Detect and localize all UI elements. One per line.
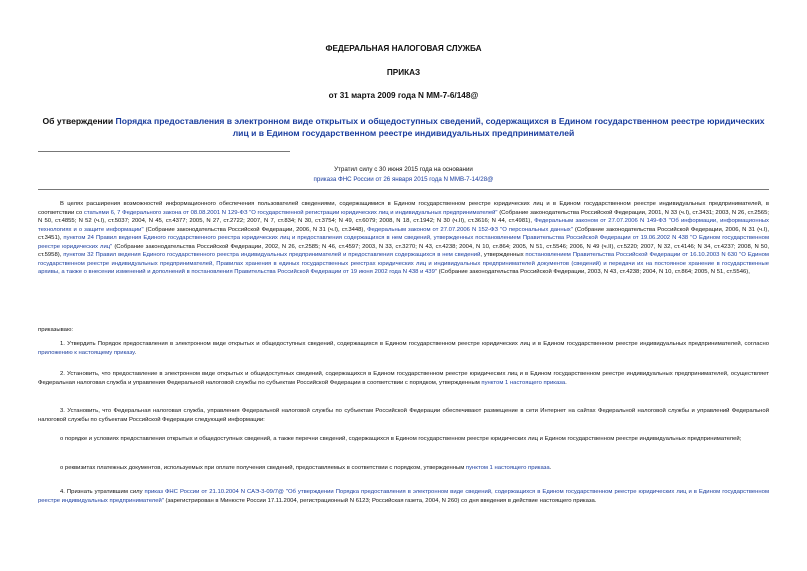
preamble-text: В целях расширения возможностей информационного обеспечения пользователей сведениями, содержащимися в Едином государственном реестре юридических лиц и в Едином государственном реестре индивидуальных предпринимателей, в соответствии со [38, 201, 769, 216]
preamble-text: (Собрание законодательства Российской Федерации, 2006, N 31 (ч.I), ст.3448), [143, 226, 368, 233]
preamble-text: (Собрание законодательства Российской Федерации, 2006, N 31 (ч.I), ст.3451), [38, 226, 769, 241]
bullet-2-end: . [549, 465, 552, 471]
item-2 [38, 370, 769, 387]
preamble-link[interactable]: , утвержденных постановлением Правительства Российской Федерации от 19.06.2002 N 438 "О Едином государственном реестре юридических лиц" [38, 235, 770, 250]
preamble-text: (Собрание законодательства Российской Федерации, 2003, N 43, ст.4238; 2004, N 10, ст.864; 2005, N 51, ст.5546), [436, 269, 750, 275]
preamble-text: (Собрание законодательства Российской Федерации, 2002, N 26, ст.2585; N 46, ст.4597; 2003, N 33, ст.3270; N 43, ст.4238; 2004, N 10, ст.864; 2005, N 51, ст.5546; 2006, N 49 (ч.II), ст.5220; 2007, N 32, ст.4146; N 34, ст.4237; 2008, N 50, ст.5958), [38, 243, 769, 258]
bullet-2-link[interactable]: пунктом 1 настоящего приказа [465, 465, 550, 471]
item-3: 3. Установить, что Федеральная налоговая служба, управления Федеральной налоговой службы по субъектам Российской Федерации обеспечивают размещение в сети Интернет на сайтах Федеральной налоговой службы и управлений Федеральной налоговой службы по субъектам Российской Федерации следующей информации: [38, 408, 769, 423]
preamble-text: (Собрание законодательства Российской Федерации, 2001, N 33 (ч.I), ст.3431; 2003, N 26, ст.2565; N 50, ст.4855; N 52 (ч.I), ст.5037; 2004, N 45, ст.4377; 2005, N 27, ст.2722; 2007, N 7, ст.834; N 30, ст.3754; N 49, ст.6079; 2008, N 18, ст.1942; N 30 (ч.II), ст.3616; N 44, ст.4981), [38, 209, 769, 224]
item-1-end: . [134, 349, 137, 356]
preamble-paragraph [38, 200, 769, 277]
item-4-text: 4. Признать утратившим силу [60, 489, 145, 495]
item-1-text: 1. Утвердить Порядок предоставления в электронном виде открытых и общедоступных сведений, содержащихся в Едином государственном реестре юридических лиц и в Едином государственном реестре индивидуальных предпринимателей, согласно [60, 341, 769, 347]
item-2-text: 2. Установить, что предоставление в электронном виде открытых и общедоступных сведений, содержащихся в Едином государственном реестре юридических лиц и в Едином государственном реестре индивидуальных предпринимателей, осуществляет Федеральная налоговая служба и управления Федеральной налоговой службы по субъектам Российской Федерации в соответствии с порядком, утвержденным [38, 371, 769, 386]
document-title [40, 115, 767, 139]
item-1 [38, 340, 769, 357]
agency-name: ФЕДЕРАЛЬНАЯ НАЛОГОВАЯ СЛУЖБА [325, 44, 482, 53]
order-word: приказываю: [38, 327, 74, 333]
divider [38, 189, 769, 190]
preamble-link[interactable]: Федеральным законом от 27.07.2006 N 149-ФЗ "Об информации, информационных технологиях и о защите информации" [38, 218, 769, 233]
preamble-link[interactable]: пунктом 24 Правил ведения Единого государственного реестра юридических лиц и предоставления содержащихся в нем сведений [63, 235, 430, 241]
repeal-note-link[interactable]: приказа ФНС России от 26 января 2015 года N ММВ-7-14/28@ [313, 176, 494, 183]
item-1-link[interactable]: приложению к настоящему приказу [38, 349, 135, 356]
item-4-end: (зарегистрирован в Минюсте России 17.11.2004, регистрационный N 6123; Российская газета, 2004, N 260) со дня введения в действие настоящего приказа. [163, 497, 597, 504]
preamble-link[interactable]: постановлением Правительства Российской Федерации от 16.10.2003 N 630 "О Едином государственном реестре индивидуальных предпринимателей, Правилах хранения в единых государственных реестрах юридических лиц и индивидуальных предпринимателей документов (сведений) и передачи их на постоянное хранение в государственные архивы, а также о внесении изменений и дополнений в постановления Правительства Российской Федерации от 19 июня 2002 года N 438 и 439" [38, 252, 769, 275]
preamble-text: , утвержденных [480, 252, 526, 258]
divider [38, 151, 290, 152]
item-2-link[interactable]: пунктом 1 настоящего приказа [481, 379, 566, 386]
bullet-2-text: о реквизитах платежных документов, используемых при оплате получения сведений, предоставляемых в соответствии с порядком, утвержденным [60, 465, 466, 471]
item-4-link[interactable]: приказ ФНС России от 21.10.2004 N САЭ-3-09/7@ "Об утверждении Порядка предоставления в электронном виде сведений, содержащихся в Едином государственном реестре юридических лиц и в Едином государственном реестре индивидуальных предпринимателей" [38, 489, 769, 504]
item-2-end: . [565, 379, 567, 386]
bullet-1: о порядке и условиях предоставления открытых и общедоступных сведений, а также перечни сведений, содержащихся в Едином государственном реестре юридических лиц и Едином государственном реестре индивидуальных предпринимателей; [60, 436, 742, 442]
title-link[interactable]: Порядка предоставления в электронном виде открытых и общедоступных сведений, содержащихся в Едином государственном реестре юридических лиц и в Едином государственном реестре индивидуальных предпринимателей [115, 116, 765, 138]
preamble-link[interactable]: пунктом 32 Правил ведения Единого государственного реестра индивидуальных предпринимателей и предоставления содержащихся в нем сведений [63, 252, 481, 258]
repeal-note-text: Утратил силу с 30 июня 2015 года на основании [334, 166, 473, 173]
repeal-note [0, 175, 807, 184]
bullet-2 [38, 464, 769, 473]
title-prefix: Об утверждении [42, 116, 116, 126]
preamble-link[interactable]: Федеральным законом от 27.07.2006 N 152-ФЗ "О персональных данных" [367, 226, 573, 233]
doc-type: ПРИКАЗ [386, 68, 421, 77]
item-4 [38, 488, 769, 505]
doc-date-number: от 31 марта 2009 года N ММ-7-6/148@ [328, 91, 479, 100]
preamble-link[interactable]: статьями 6, 7 Федерального закона от 08.08.2001 N 129-ФЗ "О государственной регистрации юридических лиц и индивидуальных предпринимателей" [83, 209, 498, 216]
